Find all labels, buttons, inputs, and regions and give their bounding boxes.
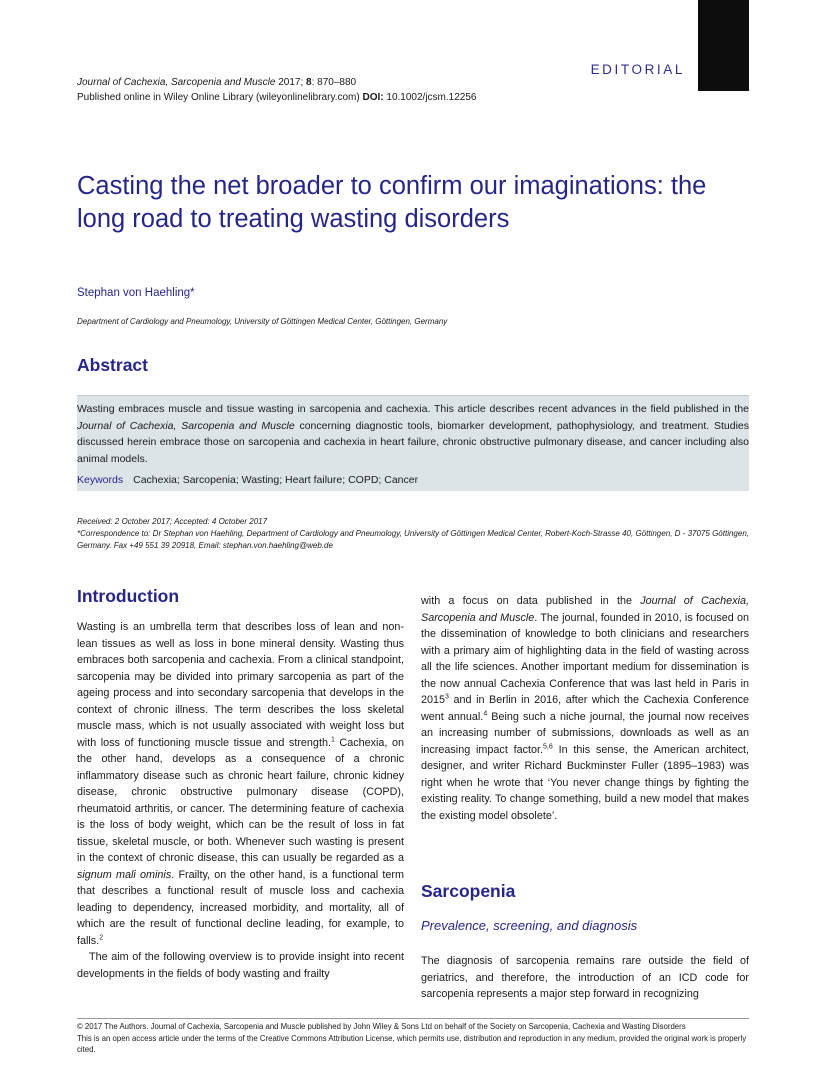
right-column — [421, 593, 749, 824]
license-line: This is an open access article under the terms of the Creative Commons Attribution License, which permits use, distribution and reproduction in any medium, provided the original work is properly cited. — [77, 1033, 747, 1054]
keywords-list: Cachexia; Sarcopenia; Wasting; Heart failure; COPD; Cancer — [133, 474, 419, 486]
abstract-heading: Abstract — [77, 355, 148, 375]
copyright-line: © 2017 The Authors. Journal of Cachexia, Sarcopenia and Muscle published by John Wiley & Sons Ltd on behalf of the Society on Sarcopenia, Cachexia and Wasting Disorders — [77, 1022, 686, 1031]
editorial-label: EDITORIAL — [590, 62, 685, 77]
abstract-text: Wasting embraces muscle and tissue wasting in sarcopenia and cachexia. This article describes recent advances in the field published in the Journal of Cachexia, Sarcopenia and Muscle concerning diagnostic tools, biomarker development, pathophysiology, and treatment. Studies discussed herein embrace those on sarcopenia and cachexia in heart failure, chronic obstructive pulmonary disease, and cancer including also animal models. — [77, 403, 750, 465]
keywords-label: Keywords — [77, 474, 124, 486]
article-title: Casting the net broader to confirm our imaginations: the long road to treating wasting disorders — [77, 172, 707, 233]
keywords — [77, 472, 418, 488]
left-column — [77, 586, 404, 982]
doi-label: DOI: — [362, 92, 384, 103]
editorial-tab-marker — [698, 0, 749, 91]
doi-link[interactable]: 10.1002/jcsm.12256 — [383, 92, 477, 103]
journal-volume: 8 — [306, 77, 312, 88]
sarcopenia-paragraph: The diagnosis of sarcopenia remains rare outside the field of geriatrics, and therefore, the introduction of an ICD code for sarcopenia represents a major step forward in recognizing — [421, 955, 749, 1000]
introduction-heading: Introduction — [77, 586, 180, 606]
intro-paragraph-2: The aim of the following overview is to provide insight into recent developments in the fields of body wasting and frailty — [77, 951, 404, 980]
correspondence: *Correspondence to: Dr Stephan von Haehling, Department of Cardiology and Pneumology, University of Göttingen Medical Center, Robert-Koch-Strasse 40, Göttingen, D - 37075 Göttingen, Germany. Fax +49 551 39 20918, Email: stephan.von.haehling@web.de — [77, 529, 749, 551]
intro-paragraph-continued: with a focus on data published in the Journal of Cachexia, Sarcopenia and Muscle. The journal, founded in 2010, is focused on the dissemination of knowledge to both clinicians and researchers with a primary aim of highlighting data in the field of wasting across all the life sciences. Another important medium for dissemination is the now annual Cachexia Conference that was last held in Paris in 2015$^3$ and in Berlin in 2016, after which the Cachexia Conference went annual.$^4$ Being such a niche journal, the journal now receives an increasing number of submissions, downloads as well as an increasing impact factor.$^{5,6}$ In this sense, the American architect, designer, and writer Richard Buckminster Fuller (1895–1983) was right when he wrote that ‘You never change things by fighting the existing reality. To change something, build a new model that makes the existing model obsolete’. — [421, 595, 750, 822]
license-footer — [77, 1018, 749, 1056]
intro-paragraph-1: Wasting is an umbrella term that describes loss of lean and non-lean tissues as well as loss in bone mineral density. Wasting thus embraces both sarcopenia and cachexia. From a clinical standpoint, sarcopenia may be divided into primary sarcopenia as part of the ageing process and into secondary sarcopenia that develops in the context of chronic illness. The term describes the loss skeletal muscle mass, which is not usually associated with weight loss but with loss of functioning muscle tissue and strength.$^1$ Cachexia, on the other hand, develops as a consequence of a chronic inflammatory disease such as chronic heart failure, chronic kidney disease, chronic obstructive pulmonary disease (COPD), rheumatoid arthritis, or cancer. The determining feature of cachexia is the loss of body weight, which can be the result of loss in fat tissue, skeletal muscle, or both. Whenever such wasting is present in the context of chronic disease, this can usually be regarded as a signum mali ominis. Frailty, on the other hand, is a functional term that describes a functional result of muscle loss and cachexia leading to dependency, increased morbidity, and mortality, all of which are the result of functional decline leading, for example, to falls.$^2$ — [77, 621, 404, 947]
received-dates: Received: 2 October 2017; Accepted: 4 October 2017 — [77, 517, 268, 526]
published-online: Published online in Wiley Online Library (wileyonlinelibrary.com) — [77, 92, 363, 103]
author-affiliation: Department of Cardiology and Pneumology, University of Göttingen Medical Center, Göttingen, Germany — [77, 317, 448, 326]
journal-info — [77, 75, 476, 105]
journal-pages: : 870–880 — [311, 77, 357, 88]
sarcopenia-subheading: Prevalence, screening, and diagnosis — [421, 918, 638, 933]
journal-year: 2017; — [275, 77, 307, 88]
author-name[interactable]: Stephan von Haehling* — [77, 287, 195, 299]
journal-name: Journal of Cachexia, Sarcopenia and Muscle — [77, 77, 276, 88]
received-info — [77, 516, 749, 553]
sarcopenia-heading: Sarcopenia — [421, 881, 516, 901]
